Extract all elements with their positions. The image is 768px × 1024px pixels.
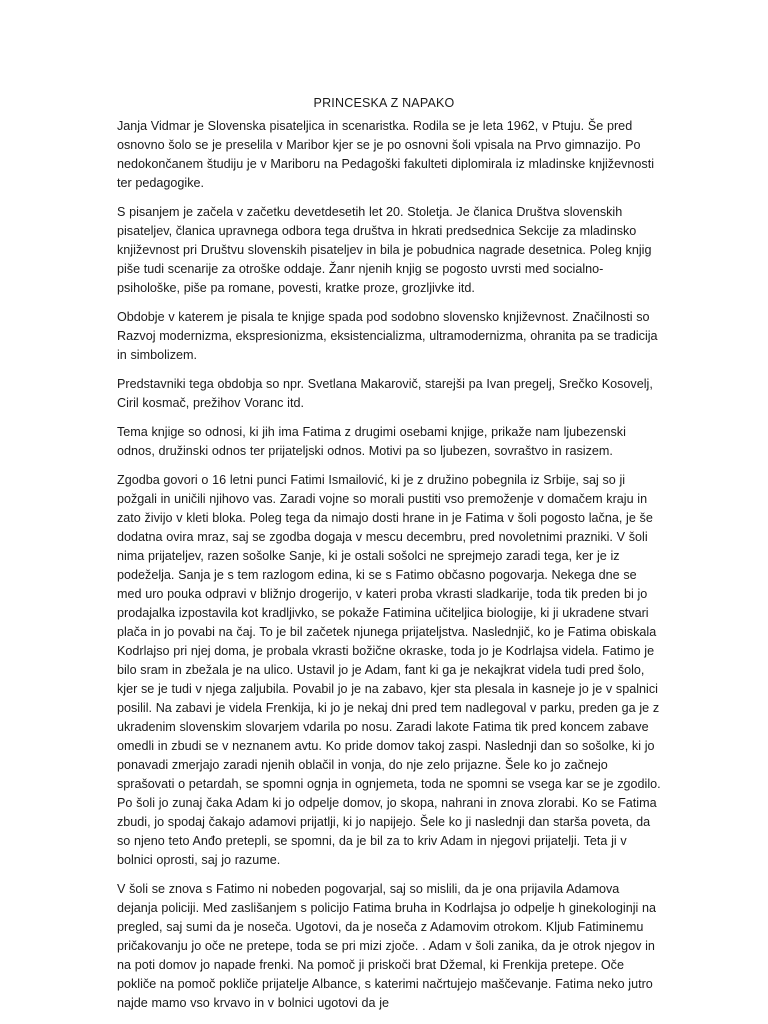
paragraph-story-summary: Zgodba govori o 16 letni punci Fatimi Ismailović, ki je z družino pobegnila iz Srbije, saj so ji požgali in uničili njihovo vas. Zaradi vojne so morali pustiti vso premoženje v domačem kraju in zato živijo v kleti bloka. Poleg tega da nimajo dosti hrane in je Fatima v šoli pogosto lačna, je še dodatna ovira mraz, saj se zgodba dogaja v mescu decembru, pred novoletnimi prazniki. V šoli nima prijateljev, razen sošolke Sanje, ki je ostali sošolci ne sprejmejo zaradi tega, ker je iz podeželja. Sanja je s tem razlogom edina, ki se s Fatimo občasno pogovarja. Nekega dne se med uro pouka odpravi v bližnjo drogerijo, v kateri proba vkrasti sladkarije, toda tik preden bi jo prodajalka izpostavila kot kradljivko, se pokaže Fatimina učiteljica biologije, ki ji ukradene stvari plača in jo povabi na čaj. To je bil začetek njunega prijateljstva. Naslednjič, ko je Fatima obiskala Kodrlajso pri njej doma, je probala vkrasti božične okraske, toda jo je Kodrlajsa videla. Fatimo je bilo sram in zbežala je na ulico. Ustavil jo je Adam, fant ki ga je nekajkrat videla tudi pred šolo, kjer se je tudi v njega zaljubila. Povabil jo je na zabavo, kjer sta plesala in kasneje jo je v spalnici posilil. Na zabavi je videla Frenkija, ki jo je nekaj dni pred tem nadlegoval v parku, preden ga je z ukradenim slovenskim slovarjem vdarila po nosu. Zaradi lakote Fatima tik pred koncem zabave omedli in zbudi se v neznanem avtu. Ko pride domov takoj zaspi. Naslednji dan so sošolke, ki jo ponavadi zmerjajo zaradi njenih oblačil in vonja, do nje zelo prijazne. Šele ko jo začnejo sprašovati o petardah, se spomni ognja in ognjemeta, toda ne spomni se vsega kar se je zgodilo. Po šoli jo zunaj čaka Adam ki jo odpelje domov, jo skopa, nahrani in znova zlorabi. Ko se Fatima zbudi, jo spodaj čakajo adamovi prijatlji, ki jo napijejo. Šele ko ji naslednji dan starša poveta, da so njeno teto Anđo pretepli, se spomni, da je bil za to kriv Adam in njegovi prijatelji. Teta ji v bolnici oprosti, saj jo razume. bbox=[117, 473, 661, 867]
paragraph-story-continuation: V šoli se znova s Fatimo ni nobeden pogovarjal, saj so mislili, da je ona prijavila Adamova dejanja policiji. Med zaslišanjem s policijo Fatima bruha in Kodrlajsa jo odpelje h ginekologinji na pregled, saj sumi da je noseča. Ugotovi, da je noseča z Adamovim otrokom. Kljub Fatiminemu pričakovanju jo oče ne pretepe, toda se pri mizi zjoče. . Adam v šoli zanika, da je otrok njegov in na poti domov jo napade frenki. Na pomoč ji priskoči brat Džemal, ki Frenkija pretepe. Oče pokliče na pomoč pokliče prijatelje Albance, s katerimi načrtujejo maščevanje. Fatima neko jutro najde mamo vso krvavo in v bolnici ugotovi da je bbox=[117, 882, 657, 1010]
paragraph-career: S pisanjem je začela v začetku devetdesetih let 20. Stoletja. Je članica Društva slovenskih pisateljev, članica upravnega odbora tega društva in hkrati predsednica Sekcije za mladinsko književnost pri Društvu slovenskih pisateljev in bila je pobudnica nagrade desetnica. Poleg knjig piše tudi scenarije za otroške oddaje. Žanr njenih knjig se pogosto uvrsti med socialno-psihološke, piše pa romane, povesti, kratke proze, grozljivke itd. bbox=[117, 205, 652, 295]
paragraph-themes: Tema knjige so odnosi, ki jih ima Fatima z drugimi osebami knjige, prikaže nam ljubezenski odnos, družinski odnos ter prijateljski odnos. Motivi pa so ljubezen, sovraštvo in rasizem. bbox=[117, 425, 626, 458]
paragraph-representatives: Predstavniki tega obdobja so npr. Svetlana Makarovič, starejši pa Ivan pregelj, Srečko Kosovelj, Ciril kosmač, prežihov Voranc itd. bbox=[117, 377, 653, 410]
document-body bbox=[117, 117, 662, 1023]
paragraph-author-bio: Janja Vidmar je Slovenska pisateljica in scenaristka. Rodila se je leta 1962, v Ptuju. Še pred osnovno šolo se je preselila v Maribor kjer se je po osnovni šoli vpisala na Prvo gimnazijo. Po nedokončanem študiju je v Mariboru na Pedagoški fakulteti diplomirala iz mladinske književnosti ter pedagogike. bbox=[117, 119, 655, 190]
document-title: PRINCESKA Z NAPAKO bbox=[313, 96, 455, 110]
paragraph-literary-period: Obdobje v katerem je pisala te knjige spada pod sodobno slovensko književnost. Značilnosti so Razvoj modernizma, ekspresionizma, eksistencializma, ultramodernizma, ohranita pa se tradicija in simbolizem. bbox=[117, 310, 658, 362]
